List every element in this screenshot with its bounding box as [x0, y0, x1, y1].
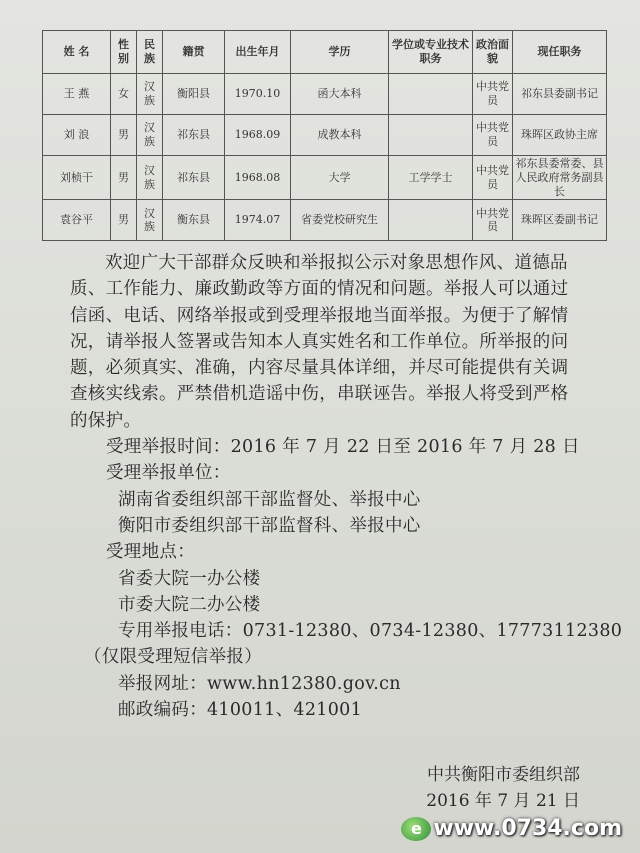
- header-education: 学历: [291, 31, 389, 74]
- report-time: 受理举报时间：2016 年 7 月 22 日至 2016 年 7 月 28 日: [106, 437, 580, 458]
- header-political: 政治面貌: [473, 31, 513, 74]
- cell-gender: 女: [111, 74, 137, 115]
- cell-name: 刘桢干: [43, 156, 111, 200]
- cell-birth: 1974.07: [225, 200, 291, 241]
- cell-position: 珠晖区政协主席: [513, 115, 607, 156]
- cell-degree: [389, 74, 473, 115]
- location-provincial: 省委大院一办公楼: [118, 568, 261, 589]
- cell-gender: 男: [111, 115, 137, 156]
- cell-political: 中共党员: [473, 156, 513, 200]
- cell-name: 王 燕: [43, 74, 111, 115]
- signature-date: 2016 年 7 月 21 日: [426, 791, 580, 811]
- cell-birth: 1968.08: [225, 156, 291, 200]
- cell-native-place: 衡东县: [163, 200, 225, 241]
- location-municipal: 市委大院二办公楼: [118, 594, 261, 615]
- location-label: 受理地点：: [106, 542, 195, 563]
- notice-paragraph: 欢迎广大干部群众反映和举报拟公示对象思想作风、道德品质、工作能力、廉政勤政等方面的情况和问题。举报人可以通过信函、电话、网络举报或到受理举报地当面举报。为便于了解情况，请举报人签署或告知本人真实姓名和工作单位。所举报的问题，必须真实、准确，内容尽量具体详细，并尽可能提供有关调查核实线索。严禁借机造谣中伤，串联诬告。举报人将受到严格的保护。: [70, 253, 569, 431]
- cell-gender: 男: [111, 200, 137, 241]
- header-degree: 学位或专业技术职务: [389, 31, 473, 74]
- cell-political: 中共党员: [473, 115, 513, 156]
- signature-org: 中共衡阳市委组织部: [427, 765, 580, 785]
- candidate-table: [42, 30, 607, 241]
- header-position: 现任职务: [513, 31, 607, 74]
- cell-native-place: 祁东县: [163, 156, 225, 200]
- notice-body: [70, 250, 623, 723]
- header-name: 姓 名: [43, 31, 111, 74]
- report-phone: 专用举报电话：0731-12380、0734-12380、17773112380: [118, 621, 623, 642]
- postcode: 邮政编码：410011、421001: [118, 700, 363, 721]
- cell-education: 省委党校研究生: [291, 200, 389, 241]
- cell-ethnicity: 汉族: [137, 156, 163, 200]
- cell-position: 祁东县委副书记: [513, 74, 607, 115]
- header-native-place: 籍贯: [163, 31, 225, 74]
- cell-ethnicity: 汉族: [137, 115, 163, 156]
- site-watermark: [401, 816, 622, 841]
- units-label: 受理举报单位：: [106, 463, 231, 484]
- cell-native-place: 祁东县: [163, 115, 225, 156]
- table-header-row: [43, 31, 607, 74]
- table-row: [43, 156, 607, 200]
- report-website: 举报网址：www.hn12380.gov.cn: [118, 673, 401, 694]
- table-row: [43, 115, 607, 156]
- table-row: [43, 74, 607, 115]
- cell-birth: 1970.10: [225, 74, 291, 115]
- cell-position: 祁东县委常委、县人民政府常务副县长: [513, 156, 607, 200]
- cell-ethnicity: 汉族: [137, 200, 163, 241]
- cell-gender: 男: [111, 156, 137, 200]
- cell-name: 袁谷平: [43, 200, 111, 241]
- sms-note: （仅限受理短信举报）: [84, 647, 262, 668]
- cell-political: 中共党员: [473, 200, 513, 241]
- table-row: [43, 200, 607, 241]
- cell-birth: 1968.09: [225, 115, 291, 156]
- cell-degree: [389, 200, 473, 241]
- unit-provincial: 湖南省委组织部干部监督处、举报中心: [118, 489, 421, 510]
- header-ethnicity: 民族: [137, 31, 163, 74]
- cell-native-place: 衡阳县: [163, 74, 225, 115]
- header-gender: 性别: [111, 31, 137, 74]
- cell-political: 中共党员: [473, 74, 513, 115]
- cell-education: 成教本科: [291, 115, 389, 156]
- cell-position: 珠晖区委副书记: [513, 200, 607, 241]
- cell-education: 函大本科: [291, 74, 389, 115]
- cell-ethnicity: 汉族: [137, 74, 163, 115]
- cell-name: 刘 浪: [43, 115, 111, 156]
- cell-education: 大学: [291, 156, 389, 200]
- watermark-text: www.0734.com: [433, 816, 622, 841]
- unit-municipal: 衡阳市委组织部干部监督科、举报中心: [118, 515, 421, 536]
- header-birth: 出生年月: [225, 31, 291, 74]
- cell-degree: 工学学士: [389, 156, 473, 200]
- cell-degree: [389, 115, 473, 156]
- e-logo-icon: e: [401, 817, 431, 841]
